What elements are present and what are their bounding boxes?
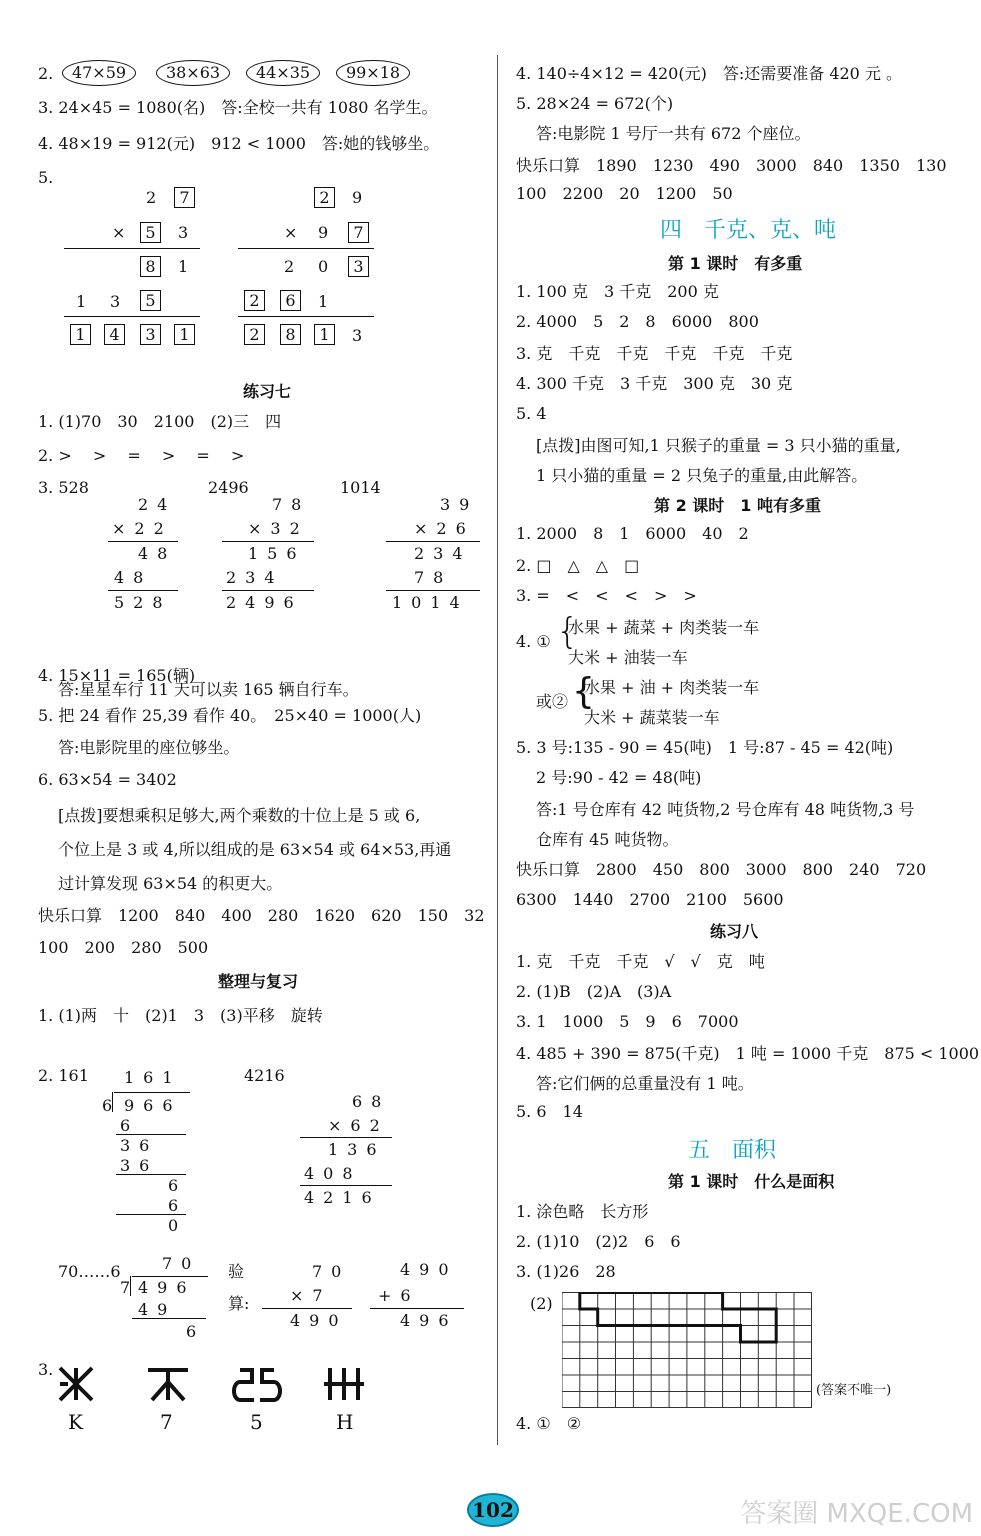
ex7-q4: 4. 15×11 = 165(辆) xyxy=(38,666,196,685)
calc-partial: 48 xyxy=(138,544,177,563)
l1-tip-1: [点拨]由图可知,1 只猴子的重量 = 3 只小猫的重量, xyxy=(536,436,901,455)
digit-box: 4 xyxy=(104,324,125,345)
r-q4: 4. 140÷4×12 = 420(元) 答:还需要准备 420 元 。 xyxy=(516,64,903,83)
l2-q4-a2: 大米 + 油装一车 xyxy=(568,648,688,667)
digit-box: 5 xyxy=(140,222,161,243)
check-label-1: 验 xyxy=(228,1262,245,1281)
unit-5-title: 五 面积 xyxy=(688,1138,777,1163)
calc-operand: 39 xyxy=(440,495,479,514)
q4-line: 4. 48×19 = 912(元) 912 < 1000 答:她的钱够坐。 xyxy=(38,134,440,153)
q3-line: 3. 24×45 = 1080(名) 答:全校一共有 1080 名学生。 xyxy=(38,98,438,117)
digit-box: 1 xyxy=(314,324,335,345)
rule xyxy=(64,316,200,317)
l3-q3: 3. (1)26 28 xyxy=(516,1262,616,1281)
lesson-2-title: 第 2 课时 1 吨有多重 xyxy=(654,496,821,515)
ex8-q4: 4. 485 + 390 = 875(千克) 1 吨 = 1000 千克 875 < 1000 xyxy=(516,1044,980,1063)
mirror-5-icon xyxy=(234,1370,280,1400)
r-oral-calc-4: 6300 1440 2700 2100 5600 xyxy=(516,890,784,909)
digit-box: 5 xyxy=(140,290,161,311)
digit: 2 xyxy=(284,257,295,276)
brace-icon: { xyxy=(556,611,579,652)
rule xyxy=(64,248,200,249)
division-step: 36 xyxy=(120,1156,159,1175)
mirror-h-icon xyxy=(324,1368,364,1400)
calc-operand: ×7 xyxy=(290,1286,332,1305)
digit-box: 3 xyxy=(140,324,161,345)
l1-q1: 1. 100 克 3 千克 200 克 xyxy=(516,282,719,301)
rule xyxy=(222,590,314,591)
mirror-figures xyxy=(54,1366,384,1402)
quotient: 70 xyxy=(162,1254,201,1273)
digit-box: 6 xyxy=(280,290,301,311)
watermark: 答案圈 MXQE.COM xyxy=(740,1499,973,1529)
l2-q5: 5. 3 号:135 - 90 = 45(吨) 1 号:87 - 45 = 42(吨) xyxy=(516,738,894,757)
l2-q2: 2. □ △ △ □ xyxy=(516,556,640,575)
division-step: 49 xyxy=(138,1300,177,1319)
digit: 3 xyxy=(110,292,121,311)
calc-partial: 48 xyxy=(114,568,153,587)
division-step: 6 xyxy=(168,1196,179,1215)
rule xyxy=(386,541,480,542)
divisor: 6 xyxy=(102,1096,113,1115)
ex7-q6: 6. 63×54 = 3402 xyxy=(38,770,177,789)
division-bar xyxy=(114,1092,190,1093)
division-step: 6 xyxy=(120,1116,131,1135)
calc-operand: ×32 xyxy=(248,519,309,538)
digit: 1 xyxy=(76,292,87,311)
q2-oval-2: 38×63 xyxy=(156,60,230,86)
oral-calc-1: 快乐口算 1200 840 400 280 1620 620 150 32 xyxy=(38,906,485,925)
times-sign: × xyxy=(112,223,126,242)
column-divider xyxy=(497,55,498,1445)
calc-result: 528 xyxy=(114,593,172,612)
calc-result: 490 xyxy=(290,1311,348,1330)
digit-box: 1 xyxy=(174,324,195,345)
page-number: 102 xyxy=(467,1493,519,1527)
rule xyxy=(300,1137,392,1138)
calc-operand: ×22 xyxy=(112,519,173,538)
digit: 0 xyxy=(318,257,329,276)
review-q2-value-2: 4216 xyxy=(244,1066,285,1085)
rule xyxy=(116,1134,186,1135)
ex7-q3-value-2: 2496 xyxy=(208,478,249,497)
rule xyxy=(262,1308,352,1309)
calc-operand: ×26 xyxy=(414,519,475,538)
l2-q1: 1. 2000 8 1 6000 40 2 xyxy=(516,524,749,543)
digit: 9 xyxy=(318,223,329,242)
r-q5-answer: 答:电影院 1 号厅一共有 672 个座位。 xyxy=(536,124,811,143)
calc-result: 4216 xyxy=(304,1188,381,1207)
calc-operand: 490 xyxy=(400,1260,458,1279)
rule xyxy=(108,590,178,591)
l3-q2: 2. (1)10 (2)2 6 6 xyxy=(516,1232,681,1251)
q2-oval-3: 44×35 xyxy=(246,60,320,86)
digit-box: 2 xyxy=(244,290,265,311)
mirror-k-icon xyxy=(60,1368,92,1400)
division-step: 36 xyxy=(120,1136,159,1155)
quotient: 161 xyxy=(124,1068,182,1087)
calc-result: 496 xyxy=(400,1311,458,1330)
area-grid xyxy=(562,1292,812,1408)
rule xyxy=(300,1185,392,1186)
ex7-q2: 2. > > = > = > xyxy=(38,446,245,465)
oral-calc-2: 100 200 280 500 xyxy=(38,938,209,957)
l1-q2: 2. 4000 5 2 8 6000 800 xyxy=(516,312,759,331)
digit: 3 xyxy=(352,326,363,345)
dividend: 496 xyxy=(138,1278,196,1297)
ex7-q5: 5. 把 24 看作 25,39 看作 40。 25×40 = 1000(人) xyxy=(38,706,422,725)
l2-q5-answer-1: 答:1 号仓库有 42 吨货物,2 号仓库有 48 吨货物,3 号 xyxy=(536,800,915,819)
rule xyxy=(370,1308,464,1309)
l2-q4-b1: 水果 + 油 + 肉类装一车 xyxy=(584,678,760,697)
digit-box: 3 xyxy=(348,256,369,277)
calc-partial: 78 xyxy=(414,568,453,587)
ex8-q4-answer: 答:它们俩的总重量没有 1 吨。 xyxy=(536,1074,754,1093)
digit: 1 xyxy=(178,257,189,276)
l2-q4-or: 或② xyxy=(536,692,569,711)
ex7-q5-answer: 答:电影院里的座位够坐。 xyxy=(58,738,240,757)
calc-result: 1014 xyxy=(392,593,469,612)
ex7-q4-answer: 答:星星车行 11 天可以卖 165 辆自行车。 xyxy=(58,680,359,699)
calc-partial: 136 xyxy=(328,1140,386,1159)
q5-label: 5. xyxy=(38,168,54,187)
digit: 2 xyxy=(146,188,157,207)
calc-partial: 234 xyxy=(226,568,284,587)
rule xyxy=(222,541,314,542)
mirror-letter-h: H xyxy=(336,1410,354,1434)
ex8-q2: 2. (1)B (2)A (3)A xyxy=(516,982,672,1001)
q2-label: 2. xyxy=(38,64,54,83)
calc-partial: 234 xyxy=(414,544,472,563)
ex7-q3-value-3: 1014 xyxy=(340,478,381,497)
l3-q4: 4. ① ② xyxy=(516,1414,582,1433)
division-2-answer: 70……6 xyxy=(58,1262,121,1281)
l2-q5-answer-2: 仓库有 45 吨货物。 xyxy=(536,830,679,849)
lesson-1-title: 第 1 课时 有多重 xyxy=(668,254,803,273)
l2-q3: 3. = < < < > > xyxy=(516,586,697,605)
calc-partial: 408 xyxy=(304,1164,362,1183)
l3-note: (答案不唯一) xyxy=(816,1383,892,1398)
calc-operand: 24 xyxy=(138,495,177,514)
divisor: 7 xyxy=(120,1278,131,1297)
q2-oval-4: 99×18 xyxy=(336,60,410,86)
ex7-q3-label: 3. 528 xyxy=(38,478,89,497)
rule xyxy=(116,1174,186,1175)
rule xyxy=(108,541,178,542)
exercise-8-title: 练习八 xyxy=(710,922,759,941)
mirror-letter-k: K xyxy=(68,1410,83,1434)
review-q3-label: 3. xyxy=(38,1360,54,1379)
review-title: 整理与复习 xyxy=(218,972,299,991)
l2-q4-b2: 大米 + 蔬菜装一车 xyxy=(584,708,720,727)
mirror-7-icon xyxy=(148,1370,188,1400)
mirror-letter-5: 5 xyxy=(250,1410,263,1434)
unit-4-title: 四 千克、克、吨 xyxy=(660,218,837,243)
times-sign: × xyxy=(284,223,298,242)
digit-box: 1 xyxy=(70,324,91,345)
calc-operand: ×62 xyxy=(328,1116,389,1135)
check-label-2: 算: xyxy=(228,1294,250,1313)
lesson-3-title: 第 1 课时 什么是面积 xyxy=(668,1172,835,1191)
division-bar xyxy=(132,1276,208,1277)
shape-outline-1 xyxy=(580,1293,776,1343)
rule xyxy=(132,1318,206,1319)
ex7-q1: 1. (1)70 30 2100 (2)三 四 xyxy=(38,412,282,431)
digit-box: 7 xyxy=(348,222,369,243)
ex7-q6-tip-2: 个位上是 3 或 4,所以组成的是 63×54 或 64×53,再通 xyxy=(58,840,452,859)
ex8-q3: 3. 1 1000 5 9 6 7000 xyxy=(516,1012,739,1031)
digit-box: 8 xyxy=(140,256,161,277)
review-q2-label: 2. 161 xyxy=(38,1066,89,1085)
digit-box: 2 xyxy=(314,187,335,208)
r-oral-calc-2: 100 2200 20 1200 50 xyxy=(516,184,733,203)
rule xyxy=(238,316,374,317)
calc-partial: 156 xyxy=(248,544,306,563)
division-step: 6 xyxy=(168,1176,179,1195)
ex7-q6-tip-1: [点拨]要想乘积足够大,两个乘数的十位上是 5 或 6, xyxy=(58,806,421,825)
calc-result: 2496 xyxy=(226,593,303,612)
rule xyxy=(116,1214,186,1215)
l1-tip-2: 1 只小猫的重量 = 2 只兔子的重量,由此解答。 xyxy=(536,466,868,485)
division-remainder: 0 xyxy=(168,1216,179,1235)
ex7-q6-tip-3: 过计算发现 63×54 的积更大。 xyxy=(58,874,283,893)
division-remainder: 6 xyxy=(186,1322,197,1341)
digit: 9 xyxy=(352,188,363,207)
calc-operand: +6 xyxy=(378,1286,420,1305)
l3-q3-b-label: (2) xyxy=(530,1294,553,1313)
calc-operand: 70 xyxy=(312,1262,351,1281)
digit-box: 8 xyxy=(280,324,301,345)
calc-operand: 78 xyxy=(272,495,311,514)
ex8-q1: 1. 克 千克 千克 √ √ 克 吨 xyxy=(516,952,765,971)
brace-icon: { xyxy=(572,671,595,712)
ex8-q5: 5. 6 14 xyxy=(516,1102,583,1121)
exercise-7-title: 练习七 xyxy=(243,382,292,401)
r-q5: 5. 28×24 = 672(个) xyxy=(516,94,674,113)
rule xyxy=(386,590,480,591)
rule xyxy=(238,248,374,249)
r-oral-calc-1: 快乐口算 1890 1230 490 3000 840 1350 130 xyxy=(516,156,947,175)
q2-oval-1: 47×59 xyxy=(62,60,136,86)
l2-q5-b: 2 号:90 - 42 = 48(吨) xyxy=(536,768,702,787)
mirror-letter-7: 7 xyxy=(160,1410,173,1434)
l1-q5: 5. 4 xyxy=(516,404,547,423)
l1-q3: 3. 克 千克 千克 千克 千克 千克 xyxy=(516,344,793,363)
calc-operand: 68 xyxy=(352,1092,391,1111)
l3-q1: 1. 涂色略 长方形 xyxy=(516,1202,649,1221)
l1-q4: 4. 300 千克 3 千克 300 克 30 克 xyxy=(516,374,793,393)
l2-q4-label: 4. ① xyxy=(516,632,551,651)
digit-box: 2 xyxy=(244,324,265,345)
digit: 1 xyxy=(318,292,329,311)
review-q1: 1. (1)两 十 (2)1 3 (3)平移 旋转 xyxy=(38,1006,323,1025)
l2-q4-a1: 水果 + 蔬菜 + 肉类装一车 xyxy=(568,618,760,637)
dividend: 966 xyxy=(124,1096,182,1115)
r-oral-calc-3: 快乐口算 2800 450 800 3000 800 240 720 xyxy=(516,860,927,879)
digit: 3 xyxy=(178,223,189,242)
digit-box: 7 xyxy=(174,187,195,208)
